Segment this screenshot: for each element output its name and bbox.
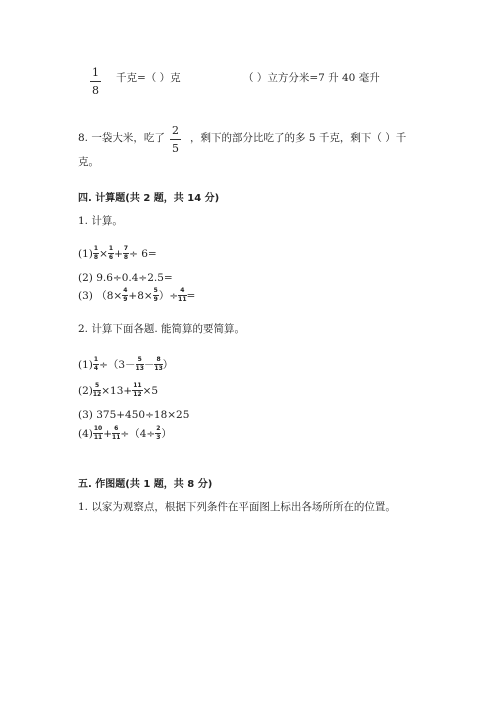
calc-item-3: (3) （8× $\frac{4}{9}$ +8× $\frac{5}{9}$ ）÷ $\frac{4}{11}$ = (78, 287, 196, 303)
fraction: $\frac{1}{4}$ (93, 356, 99, 372)
fraction: $\frac{10}{11}$ (93, 425, 103, 441)
fraction: $\frac{6}{11}$ (112, 425, 121, 441)
fraction: $\frac{5}{13}$ (135, 356, 144, 372)
q8-fraction-wrap (170, 124, 181, 155)
section5-q1-text: 1. 以家为观察点，根据下列条件在平面图上标出各场所所在的位置。 (78, 501, 396, 513)
fraction: $\frac{4}{9}$ (123, 287, 128, 303)
section5-heading: 五. 作图题(共 1 题，共 8 分) (78, 479, 213, 490)
section4-q1-title: 1. 计算。 (78, 215, 123, 227)
fraction: $\frac{5}{9}$ (153, 287, 158, 303)
section4-q2-title: 2. 计算下面各题. 能简算的要简算。 (78, 323, 246, 335)
fraction: $\frac{5}{12}$ (92, 382, 102, 398)
simplify-item-3: (3) 375+450÷18×25 (78, 409, 190, 421)
calc-item-2: (2) 9.6÷0.4÷2.5= (78, 272, 173, 284)
q7-blank-2: （ ）立方分米=7 升 40 毫升 (243, 72, 380, 84)
calc-item-1: (1) $\frac{1}{8}$ × $\frac{1}{6}$ + $\frac{7}{8}$ ÷ 6= (78, 245, 157, 261)
fraction: $\frac{4}{11}$ (178, 287, 187, 303)
fraction: $\frac{2}{3}$ (156, 425, 161, 441)
q8-text-a: 8. 一袋大米，吃了 (78, 132, 165, 144)
section4-heading: 四. 计算题(共 2 题，共 14 分) (78, 193, 220, 204)
simplify-item-2: (2) $\frac{5}{12}$ ×13+ $\frac{11}{12}$ ×5 (78, 382, 159, 398)
fraction: $\frac{7}{8}$ (123, 245, 129, 261)
fraction: $\frac{8}{13}$ (154, 356, 163, 372)
q8-text-c: 克。 (78, 156, 99, 168)
q8-text-b: ，剩下的部分比吃了的多 5 千克，剩下（ ）千 (190, 132, 407, 144)
q7-fraction: $\frac{1}{8}$ (92, 66, 99, 97)
fraction: $\frac{1}{6}$ (108, 245, 114, 261)
simplify-item-4: (4) $\frac{10}{11}$ + $\frac{6}{11}$ ÷（4÷ $\frac{2}{3}$ ） (78, 425, 172, 441)
q7-line (90, 66, 101, 97)
fraction: $\frac{11}{12}$ (133, 382, 142, 398)
q7-blank-1: 千克=（ ）克 (116, 72, 181, 84)
fraction: $\frac{1}{8}$ (93, 245, 99, 261)
simplify-item-1: (1) $\frac{1}{4}$ ÷（3－ $\frac{5}{13}$ － $\frac{8}{13}$ ） (78, 356, 174, 372)
q8-fraction: $\frac{2}{5}$ (172, 124, 179, 155)
